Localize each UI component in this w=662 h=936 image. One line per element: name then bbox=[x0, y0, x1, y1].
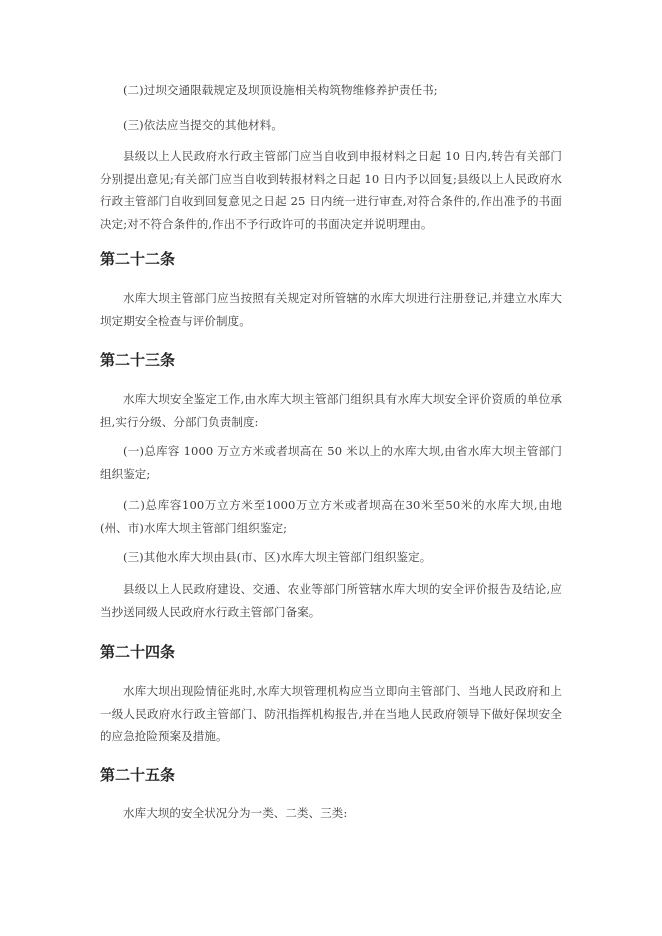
article-heading-24: 第二十四条 bbox=[100, 643, 176, 661]
article-heading-22: 第二十二条 bbox=[100, 250, 176, 268]
paragraph-review-procedure: 县级以上人民政府水行政主管部门应当自收到申报材料之日起 10 日内,转告有关部门分别提出意见;有关部门应当自收到转报材料之日起 10 日内予以回复;县级以上人民政府水行政主管部门自收到回复意见之日起 25 日内统一进行审查,对符合条件的,作出准予的书面决定;对不符合条件的,作出不予行政许可的书面决定并说明理由。 bbox=[100, 149, 562, 231]
paragraph-article-22: 水库大坝主管部门应当按照有关规定对所管辖的水库大坝进行注册登记,并建立水库大坝定期安全检查与评价制度。 bbox=[100, 291, 562, 328]
paragraph-item-3: (三)其他水库大坝由县(市、区)水库大坝主管部门组织鉴定。 bbox=[123, 550, 432, 564]
paragraph-item-1: (一)总库容 1000 万立方米或者坝高在 50 米以上的水库大坝,由省水库大坝主管部门组织鉴定; bbox=[100, 444, 562, 481]
paragraph-article-24: 水库大坝出现险情征兆时,水库大坝管理机构应当立即向主管部门、当地人民政府和上一级人民政府水行政主管部门、防汛指挥机构报告,并在当地人民政府领导下做好保坝安全的应急抢险预案及措施。 bbox=[100, 684, 562, 743]
article-heading-23: 第二十三条 bbox=[100, 351, 176, 369]
paragraph-filing: 县级以上人民政府建设、交通、农业等部门所管辖水库大坝的安全评价报告及结论,应当抄送同级人民政府水行政主管部门备案。 bbox=[100, 582, 562, 619]
paragraph-article-23: 水库大坝安全鉴定工作,由水库大坝主管部门组织具有水库大坝安全评价资质的单位承担,实行分级、分部门负责制度: bbox=[100, 392, 562, 429]
paragraph-clause-3: (三)依法应当提交的其他材料。 bbox=[123, 118, 283, 132]
paragraph-article-25: 水库大坝的安全状况分为一类、二类、三类: bbox=[123, 806, 348, 820]
paragraph-clause-2: (二)过坝交通限载规定及坝顶设施相关构筑物维修养护责任书; bbox=[123, 83, 438, 97]
paragraph-item-2: (二)总库容100万立方米至1000万立方米或者坝高在30米至50米的水库大坝,由地(州、市)水库大坝主管部门组织鉴定; bbox=[100, 498, 562, 535]
article-heading-25: 第二十五条 bbox=[100, 766, 176, 784]
